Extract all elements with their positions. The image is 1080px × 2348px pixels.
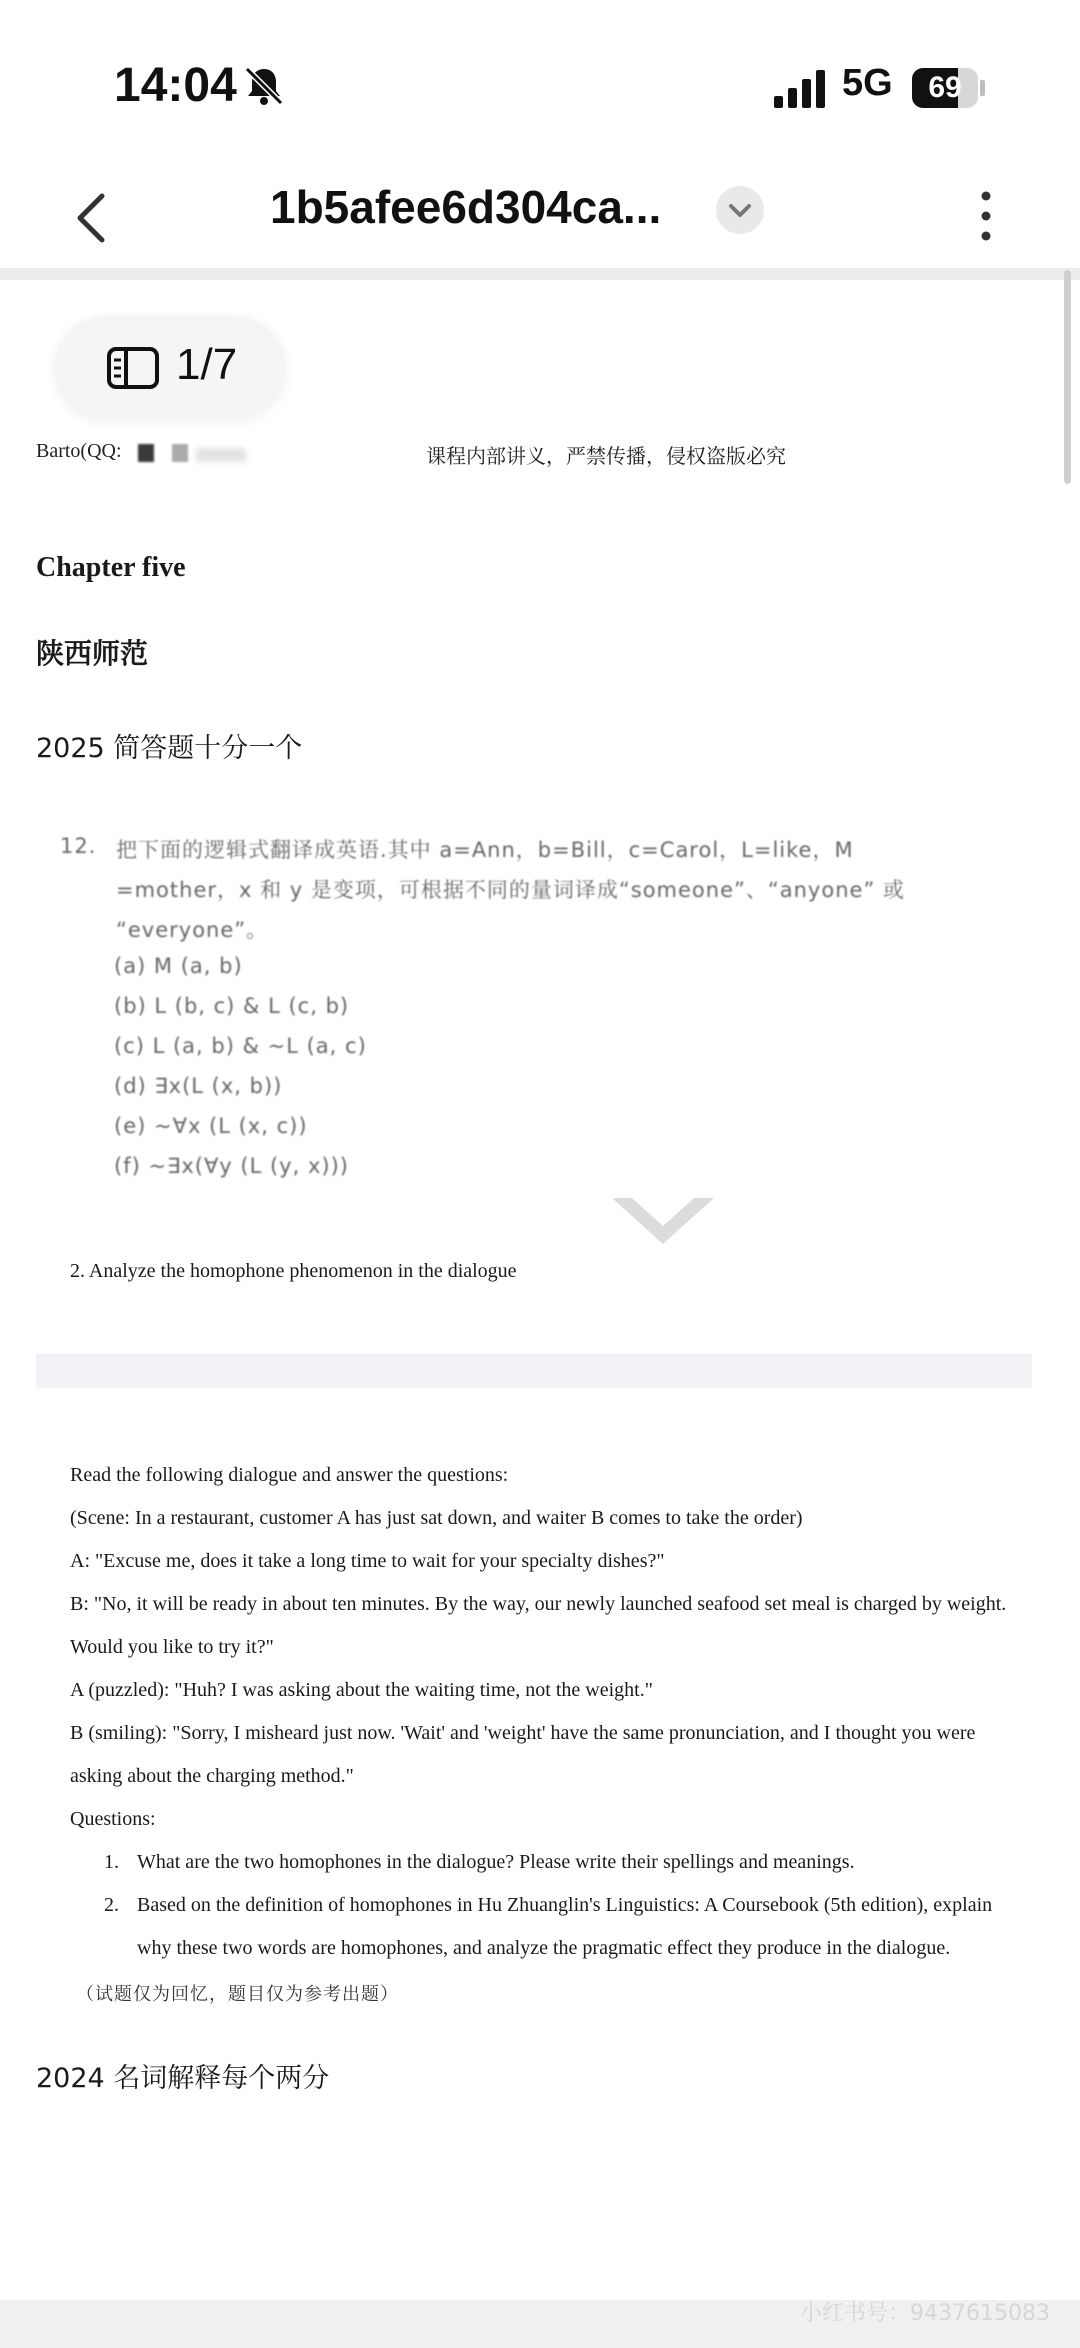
separator-band xyxy=(36,1354,1032,1388)
network-label: 5G xyxy=(842,62,893,104)
page-indicator-label: 1/7 xyxy=(176,340,238,389)
dialogue-line: Read the following dialogue and answer the questions: xyxy=(70,1464,509,1486)
question-item: Based on the definition of homophones in Hu Zhuanglin's Linguistics: A Coursebook (5th edition), explain xyxy=(137,1894,993,1916)
section-2024-heading: 2024 名词解释每个两分 xyxy=(36,2063,330,2094)
exercise-number: 12. xyxy=(60,834,97,858)
exercise-option: (f) ~∃x(∀y (L (y, x))) xyxy=(114,1154,349,1178)
status-bar xyxy=(0,0,1080,170)
question-2-heading: 2. Analyze the homophone phenomenon in the dialogue xyxy=(70,1260,517,1282)
recall-note: （试题仅为回忆，题目仅为参考出题） xyxy=(76,1984,399,2005)
question-number: 2. xyxy=(104,1894,119,1916)
school-heading: 陕西师范 xyxy=(36,637,149,670)
battery-level: 69 xyxy=(928,71,962,104)
more-vertical-icon[interactable] xyxy=(966,186,1006,246)
dialogue-line: A: "Excuse me, does it take a long time to wait for your specialty dishes?" xyxy=(70,1550,665,1572)
doc-header-right: 课程内部讲义，严禁传播，侵权盗版必究 xyxy=(426,444,786,468)
exercise-line: =mother，x 和 y 是变项，可根据不同的量词译成“someone”、“anyone” 或 xyxy=(116,878,905,902)
dialogue-line: A (puzzled): "Huh? I was asking about the waiting time, not the weight." xyxy=(70,1679,653,1701)
sidebar-panel-icon xyxy=(106,346,160,390)
exercise-line: 把下面的逻辑式翻译成英语.其中 a=Ann，b=Bill，c=Carol，L=like，M xyxy=(116,838,854,862)
exercise-option: (d) ∃x(L (x, b)) xyxy=(114,1074,283,1098)
questions-label: Questions: xyxy=(70,1808,156,1830)
dialogue-line: Would you like to try it?" xyxy=(70,1636,274,1658)
question-item: What are the two homophones in the dialogue? Please write their spellings and meanings. xyxy=(137,1851,855,1873)
title-dropdown-button[interactable] xyxy=(716,186,764,234)
question-item: why these two words are homophones, and analyze the pragmatic effect they produce in the dialogue. xyxy=(137,1937,951,1959)
dialogue-line: B (smiling): "Sorry, I misheard just now. 'Wait' and 'weight' have the same pronunciation, and I thought you were xyxy=(70,1722,976,1744)
chevron-down-icon xyxy=(612,1198,714,1246)
exercise-option: (a) M (a, b) xyxy=(114,954,243,978)
status-time: 14:04 xyxy=(114,59,237,112)
dialogue-line: (Scene: In a restaurant, customer A has just sat down, and waiter B comes to take the order) xyxy=(70,1507,803,1529)
chapter-heading: Chapter five xyxy=(36,552,186,583)
exercise-line: “everyone”。 xyxy=(116,918,269,942)
page-indicator[interactable] xyxy=(54,316,286,420)
signal-icon xyxy=(774,70,828,108)
bell-muted-icon xyxy=(242,64,286,108)
document-title[interactable]: 1b5afee6d304ca... xyxy=(270,181,662,233)
question-number: 1. xyxy=(104,1851,119,1873)
battery-nub xyxy=(980,80,985,96)
exercise-option: (b) L (b, c) & L (c, b) xyxy=(114,994,350,1018)
watermark: 小红书号：9437615083 xyxy=(800,2301,1050,2326)
redaction-mark xyxy=(172,444,188,462)
header-divider xyxy=(0,268,1080,280)
dialogue-line: asking about the charging method." xyxy=(70,1765,354,1787)
redaction-mark xyxy=(138,444,154,462)
doc-header-left: Barto(QQ: xyxy=(36,440,122,462)
exercise-option: (e) ~∀x (L (x, c)) xyxy=(114,1114,308,1138)
chevron-down-icon xyxy=(716,186,764,234)
redaction-mark xyxy=(196,448,246,462)
back-button[interactable] xyxy=(68,190,116,246)
scrollbar[interactable] xyxy=(1064,270,1071,484)
dialogue-line: B: "No, it will be ready in about ten minutes. By the way, our newly launched seafood set meal is charged by weight. xyxy=(70,1593,1007,1615)
section-2025-heading: 2025 简答题十分一个 xyxy=(36,733,303,764)
exercise-option: (c) L (a, b) & ~L (a, c) xyxy=(114,1034,367,1058)
nav-bar xyxy=(0,170,1080,270)
battery-icon xyxy=(912,68,978,108)
